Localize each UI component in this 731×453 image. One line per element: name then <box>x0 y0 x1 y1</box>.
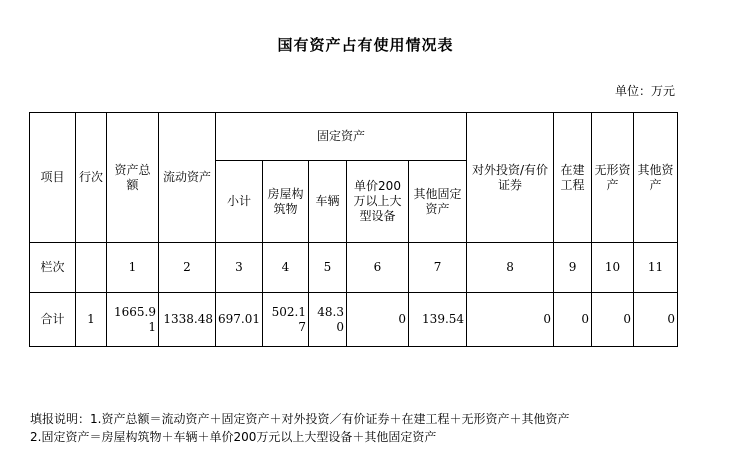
total-row <box>30 293 678 347</box>
column-index-label: 栏次 <box>30 243 76 293</box>
note-line-2: 2.固定资产＝房屋构筑物＋车辆＋单价200万元以上大型设备＋其他固定资产 <box>30 430 437 444</box>
header-row-1 <box>30 113 678 161</box>
total-label: 合计 <box>30 293 76 347</box>
column-index-cell: 6 <box>347 243 409 293</box>
total-subtotal: 697.01 <box>216 293 263 347</box>
report-title: 国有资产占有使用情况表 <box>277 36 454 54</box>
total-intangible: 0 <box>592 293 634 347</box>
header-total-assets: 资产总额 <box>107 113 159 243</box>
column-index-cell: 5 <box>309 243 347 293</box>
note-line-1: 填报说明：1.资产总额＝流动资产＋固定资产＋对外投资／有价证券＋在建工程＋无形资产＋其他资产 <box>30 412 570 426</box>
header-other-fixed: 其他固定资产 <box>409 161 467 243</box>
header-intangible: 无形资产 <box>592 113 634 243</box>
header-buildings: 房屋构筑物 <box>263 161 309 243</box>
total-construction: 0 <box>554 293 592 347</box>
column-index-cell: 8 <box>467 243 554 293</box>
total-investments: 0 <box>467 293 554 347</box>
header-row-no: 行次 <box>76 113 107 243</box>
header-construction: 在建工程 <box>554 113 592 243</box>
total-row-no: 1 <box>76 293 107 347</box>
filling-notes <box>30 410 569 446</box>
total-buildings: 502.17 <box>263 293 309 347</box>
header-large-equipment: 单价200万以上大型设备 <box>347 161 409 243</box>
total-other-assets: 0 <box>634 293 678 347</box>
header-current-assets: 流动资产 <box>159 113 216 243</box>
total-total-assets: 1665.91 <box>107 293 159 347</box>
header-fixed-assets: 固定资产 <box>216 113 467 161</box>
total-other-fixed: 139.54 <box>409 293 467 347</box>
column-index-row <box>30 243 678 293</box>
unit-label: 单位：万元 <box>614 84 675 98</box>
header-investments: 对外投资/有价证券 <box>467 113 554 243</box>
assets-table <box>29 112 678 347</box>
column-index-blank <box>76 243 107 293</box>
total-vehicles: 48.30 <box>309 293 347 347</box>
total-large-equipment: 0 <box>347 293 409 347</box>
column-index-cell: 10 <box>592 243 634 293</box>
column-index-cell: 4 <box>263 243 309 293</box>
header-item: 项目 <box>30 113 76 243</box>
column-index-cell: 1 <box>107 243 159 293</box>
column-index-cell: 7 <box>409 243 467 293</box>
column-index-cell: 11 <box>634 243 678 293</box>
total-current-assets: 1338.48 <box>159 293 216 347</box>
header-vehicles: 车辆 <box>309 161 347 243</box>
header-subtotal: 小计 <box>216 161 263 243</box>
column-index-cell: 9 <box>554 243 592 293</box>
header-other-assets: 其他资产 <box>634 113 678 243</box>
column-index-cell: 3 <box>216 243 263 293</box>
column-index-cell: 2 <box>159 243 216 293</box>
